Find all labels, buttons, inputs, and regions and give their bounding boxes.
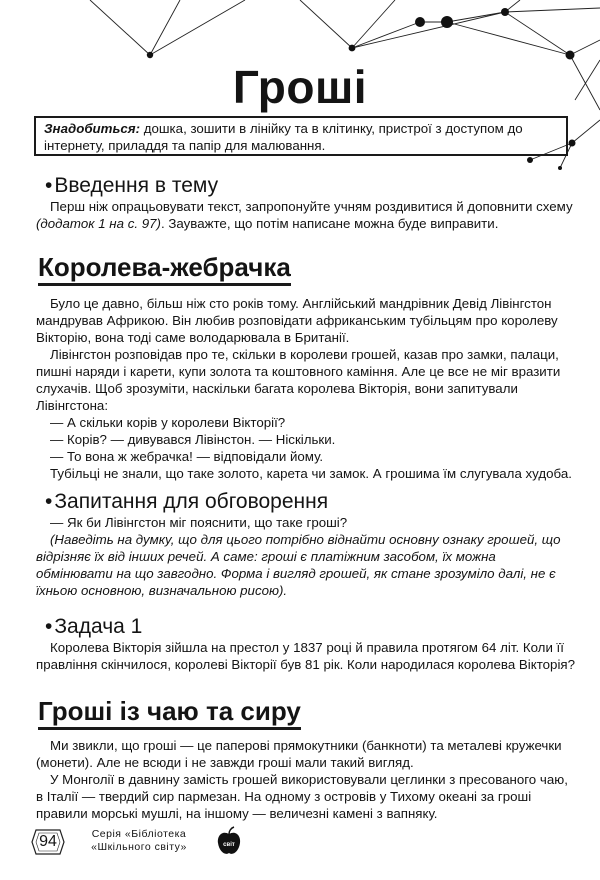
story-heading <box>38 252 291 283</box>
tea-paragraph-1: Ми звикли, що гроші — це паперові прямокутники (банкноти) та металеві кружечки (монети). Але не всюди і не завжди гроші мали такий вигляд. <box>36 738 562 770</box>
page-number-badge <box>30 826 66 858</box>
tea-heading-underline <box>38 727 301 730</box>
task-paragraph: Королева Вікторія зійшла на престол у 1837 році й правила протягом 64 літ. Коли її правління скінчилося, королеві Вікторії був 81 рік. Коли народилася королева Вікторія? <box>36 640 575 672</box>
discussion-heading-text: Запитання для обговорення <box>54 490 329 513</box>
series-label <box>74 828 204 854</box>
apple-logo-icon <box>216 826 242 856</box>
tea-heading <box>38 696 301 727</box>
intro-text-b: . Зауважте, що потім написане можна буде виправити. <box>160 216 499 231</box>
story-dialogue-2: — Корів? — дивувався Лівінстон. — Ніскільки. <box>50 432 336 447</box>
task-heading: •Задача 1 <box>45 615 143 638</box>
story-text <box>36 295 576 482</box>
task-heading-text: Задача 1 <box>54 615 143 638</box>
story-heading-text: Королева-жебрачка <box>38 252 291 282</box>
discussion-answer: (Наведіть на думку, що для цього потрібно віднайти основну ознаку грошей, що відрізняє їх від інших речей. А саме: гроші є платіжним засобом, їх можна обмінювати на що завгодно. Форма і вигляд грошей, як стане зрозуміло далі, не є їхньою основною, визначальною рисою). <box>36 532 561 598</box>
materials-box <box>34 116 568 156</box>
story-dialogue-3: — То вона ж жебрачка! — відповідали йому. <box>50 449 324 464</box>
discussion-text <box>36 514 576 599</box>
series-line-2: «Шкільного світу» <box>91 841 187 853</box>
intro-appendix-ref: (додаток 1 на с. 97) <box>36 216 161 231</box>
tea-paragraph-2: У Монголії в давнину замість грошей використовували цеглинки з пресованого чаю, в Італії — твердий сир пармезан. На одному з островів у Тихому океані за гроші правили морські мушлі, на іншому — величезні камені з вапняку. <box>36 772 568 821</box>
intro-heading-text: Введення в тему <box>54 174 219 197</box>
materials-text: дошка, зошити в лінійку та в клітинку, пристрої з доступом до інтернету, приладдя та папір для малювання. <box>44 121 523 153</box>
story-paragraph-3: Тубільці не знали, що таке золото, карета чи замок. А грошима їм слугувала худоба. <box>50 466 572 481</box>
story-paragraph-1: Було це давно, більш ніж сто років тому. Англійський мандрівник Девід Лівінгстон мандрував Африкою. Він любив розповідати африканським тубільцям про королеву Вікторію, вона тоді саме володарювала в Британії. <box>36 296 558 345</box>
page-number: 94 <box>39 833 57 850</box>
tea-heading-text: Гроші із чаю та сиру <box>38 696 301 726</box>
series-line-1: Серія «Бібліотека <box>91 828 187 840</box>
page-title: Гроші <box>232 61 368 113</box>
story-dialogue-1: — А скільки корів у королеви Вікторії? <box>50 415 286 430</box>
tea-text <box>36 737 576 822</box>
materials-label: Знадобиться: <box>44 121 141 136</box>
story-heading-underline <box>38 283 291 286</box>
intro-text-a: Перш ніж опрацьовувати текст, запропонуйте учням роздивитися й доповнити схему <box>50 199 573 214</box>
logo-text: світ <box>223 842 235 848</box>
intro-heading: •Введення в тему <box>45 174 219 197</box>
discussion-question: — Як би Лівінгстон міг пояснити, що таке гроші? <box>50 515 348 530</box>
task-text <box>36 639 576 673</box>
discussion-heading: •Запитання для обговорення <box>45 490 329 513</box>
intro-paragraph <box>36 198 576 232</box>
story-paragraph-2: Лівінгстон розповідав про те, скільки в королеви грошей, казав про замки, палаци, пишні наряди і карети, купи золота та коштовного каміння. Але це все не міг вразити слухачів. Щоб зрозуміти, наскільки багата королева Вікторія, вони запитували Лівінгстона: <box>36 347 561 413</box>
